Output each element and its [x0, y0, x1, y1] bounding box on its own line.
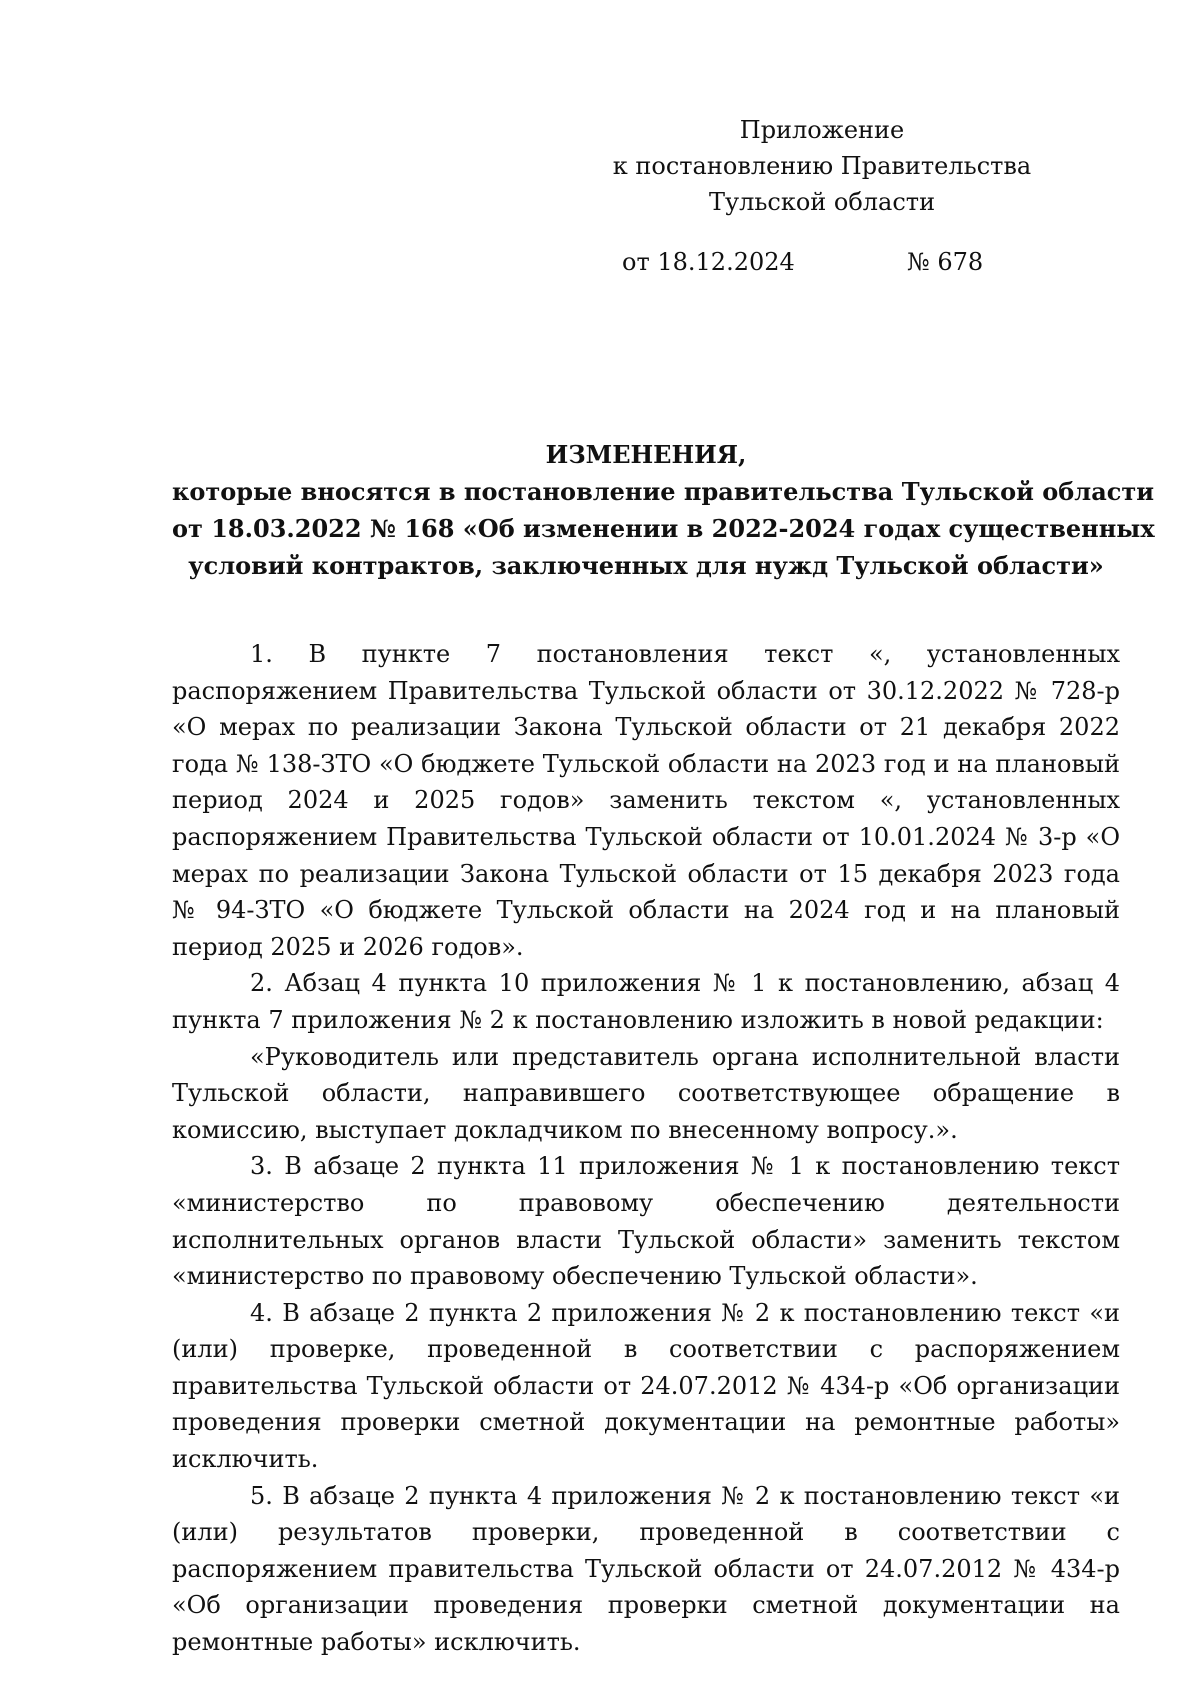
title-line-3: от 18.03.2022 № 168 «Об изменении в 2022-2024 годах существенных	[172, 514, 1155, 543]
paragraph-1: 1. В пункте 7 постановления текст «, установленных распоряжением Правительства Тульской области от 30.12.2022 № 728-р «О мерах по реализации Закона Тульской области от 21 декабря 2022 года № 138-ЗТО «О бюджете Тульской области на 2023 год и на плановый период 2024 и 2025 годов» заменить текстом «, установленных распоряжением Правительства Тульской области от 10.01.2024 № 3-р «О мерах по реализации Закона Тульской области от 15 декабря 2023 года № 94-ЗТО «О бюджете Тульской области на 2024 год и на плановый период 2025 и 2026 годов».	[172, 640, 1120, 961]
appendix-line-3: Тульской области	[708, 188, 936, 216]
document-title	[172, 436, 1155, 584]
document-body	[172, 636, 1120, 1661]
appendix-header	[612, 112, 1032, 220]
resolution-date: от 18.12.2024	[622, 248, 795, 276]
paragraph-2: 2. Абзац 4 пункта 10 приложения № 1 к постановлению, абзац 4 пункта 7 приложения № 2 к постановлению изложить в новой редакции:	[172, 969, 1120, 1034]
paragraph-4: 4. В абзаце 2 пункта 2 приложения № 2 к постановлению текст «и (или) проверке, проведенной в соответствии с распоряжением правительства Тульской области от 24.07.2012 № 434-р «Об организации проведения проверки сметной документации на ремонтные работы» исключить.	[172, 1298, 1120, 1474]
appendix-line-1: Приложение	[739, 116, 905, 144]
title-line-4: условий контрактов, заключенных для нужд Тульской области»	[188, 551, 1104, 580]
paragraph-quote: «Руководитель или представитель органа исполнительной власти Тульской области, направившего соответствующее обращение в комиссию, выступает докладчиком по внесенному вопросу.».	[172, 1042, 1120, 1144]
appendix-line-2: к постановлению Правительства	[612, 152, 1032, 180]
title-line-2: которые вносятся в постановление правительства Тульской области	[172, 477, 1155, 506]
title-line-1: ИЗМЕНЕНИЯ,	[545, 440, 747, 469]
paragraph-3: 3. В абзаце 2 пункта 11 приложения № 1 к постановлению текст «министерство по правовому обеспечению деятельности исполнительных органов власти Тульской области» заменить текстом «министерство по правовому обеспечению Тульской области».	[172, 1152, 1120, 1291]
paragraph-5: 5. В абзаце 2 пункта 4 приложения № 2 к постановлению текст «и (или) результатов проверки, проведенной в соответствии с распоряжением правительства Тульской области от 24.07.2012 № 434-р «Об организации проведения проверки сметной документации на ремонтные работы» исключить.	[172, 1481, 1120, 1657]
resolution-number: № 678	[907, 248, 984, 276]
